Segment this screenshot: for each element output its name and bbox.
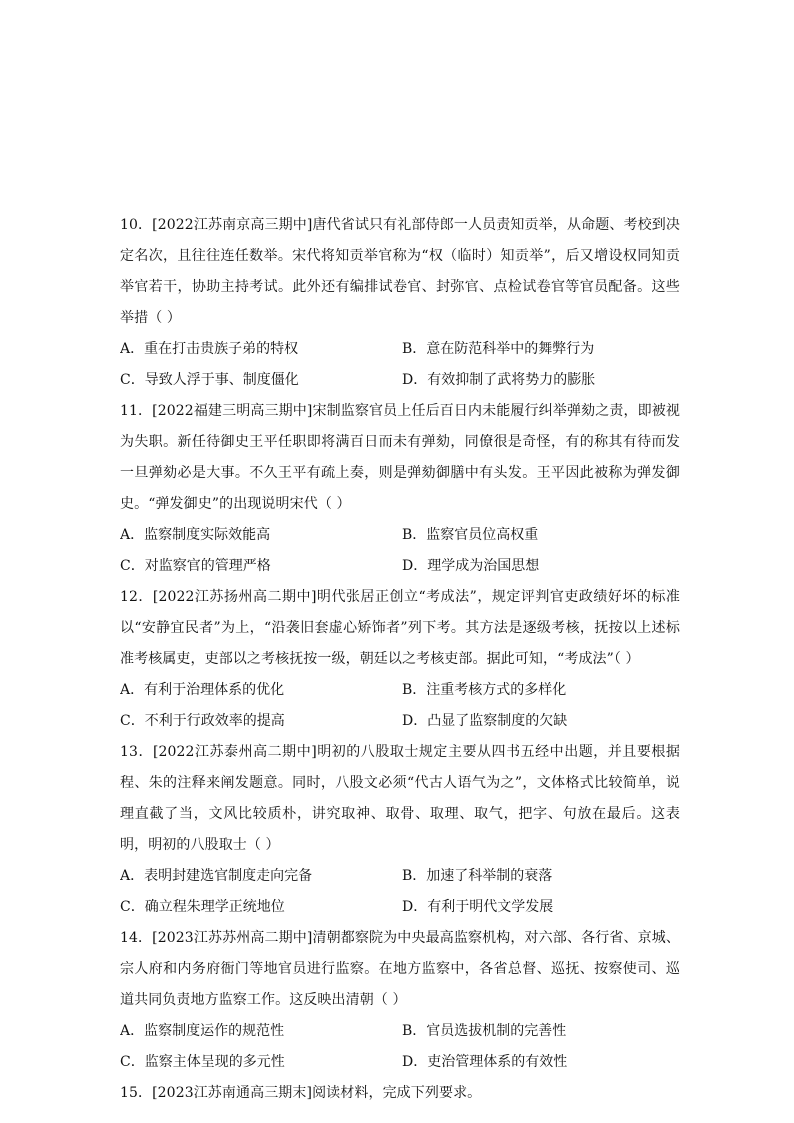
option-a: A．重在打击贵族子弟的特权	[120, 341, 299, 357]
question-stem: 11．[2022福建三明高三期中]宋制监察官员上任后百日内未能履行纠举弹劾之责，即被视为失职。新任待御史王平任职即将满百日而未有弹劾，同僚很是奇怪，有的称其有待而发一旦弹劾必是大事。不久王平有疏上奏，则是弹劾御膳中有头发。王平因此被称为弹发御史。“弹发御史”的出现说明宋代（ ）	[120, 403, 680, 512]
option-grid	[120, 861, 680, 923]
option-b: B．官员选拔机制的完善性	[402, 1023, 567, 1039]
question-stem: 14．[2023江苏苏州高二期中]清朝都察院为中央最高监察机构，对六部、各行省、京城、宗人府和内务府衙门等地官员进行监察。在地方监察中，各省总督、巡抚、按察使司、巡道共同负责地方监察工作。这反映出清朝（ ）	[120, 930, 680, 1008]
question-stem: 12．[2022江苏扬州高二期中]明代张居正创立“考成法”，规定评判官吏政绩好坏的标准以“安静宜民者”为上，“沿袭旧套虚心矫饰者”列下考。其方法是逐级考核，抚按以上述标准考核属吏，吏部以之考核抚按一级，朝廷以之考核吏部。据此可知，“考成法”（ ）	[120, 589, 680, 667]
option-d: D．有利于明代文学发展	[402, 899, 554, 915]
question-stem: 10．[2022江苏南京高三期中]唐代省试只有礼部侍郎一人员责知贡举，从命题、考校到决定名次，且往往连任数举。宋代将知贡举官称为“权（临时）知贡举”，后又增设权同知贡举官若干，协助主持考试。此外还有编排试卷官、封弥官、点检试卷官等官员配备。这些举措（ ）	[120, 217, 680, 326]
option-d: D．吏治管理体系的有效性	[402, 1054, 568, 1070]
option-c: C．确立程朱理学正统地位	[120, 899, 285, 915]
option-c: C．对监察官的管理严格	[120, 558, 271, 574]
option-a: A．监察制度实际效能高	[120, 527, 271, 543]
question-11	[120, 396, 680, 582]
question-15	[120, 1078, 680, 1109]
option-b: B．意在防范科举中的舞弊行为	[402, 341, 595, 357]
option-grid	[120, 675, 680, 737]
question-stem: 13．[2022江苏泰州高二期中]明初的八股取士规定主要从四书五经中出题，并且要根据程、朱的注释来阐发题意。同时，八股文必须“代古人语气为之”，文体格式比较简单，说理直截了当，文风比较质朴，讲究取神、取骨、取理、取气，把字、句放在最后。这表明，明初的八股取士（ ）	[120, 744, 680, 853]
option-c: C．导致人浮于事、制度僵化	[120, 372, 299, 388]
option-b: B．注重考核方式的多样化	[402, 682, 567, 698]
option-grid	[120, 1016, 680, 1078]
question-13	[120, 737, 680, 923]
option-a: A．有利于治理体系的优化	[120, 682, 285, 698]
option-b: B．监察官员位高权重	[402, 527, 539, 543]
option-a: A．监察制度运作的规范性	[120, 1023, 285, 1039]
option-d: D．理学成为治国思想	[402, 558, 540, 574]
option-c: C．监察主体呈现的多元性	[120, 1054, 285, 1070]
question-stem: 15．[2023江苏南通高三期末]阅读材料，完成下列要求。	[120, 1085, 482, 1101]
option-a: A．表明封建选官制度走向完备	[120, 868, 313, 884]
question-10	[120, 210, 680, 396]
question-list	[120, 210, 680, 1109]
option-grid	[120, 520, 680, 582]
question-14	[120, 923, 680, 1078]
option-d: D．有效抑制了武将势力的膨胀	[402, 372, 596, 388]
option-grid	[120, 334, 680, 396]
option-c: C．不利于行政效率的提高	[120, 713, 285, 729]
question-12	[120, 582, 680, 737]
option-b: B．加速了科举制的衰落	[402, 868, 553, 884]
option-d: D．凸显了监察制度的欠缺	[402, 713, 568, 729]
